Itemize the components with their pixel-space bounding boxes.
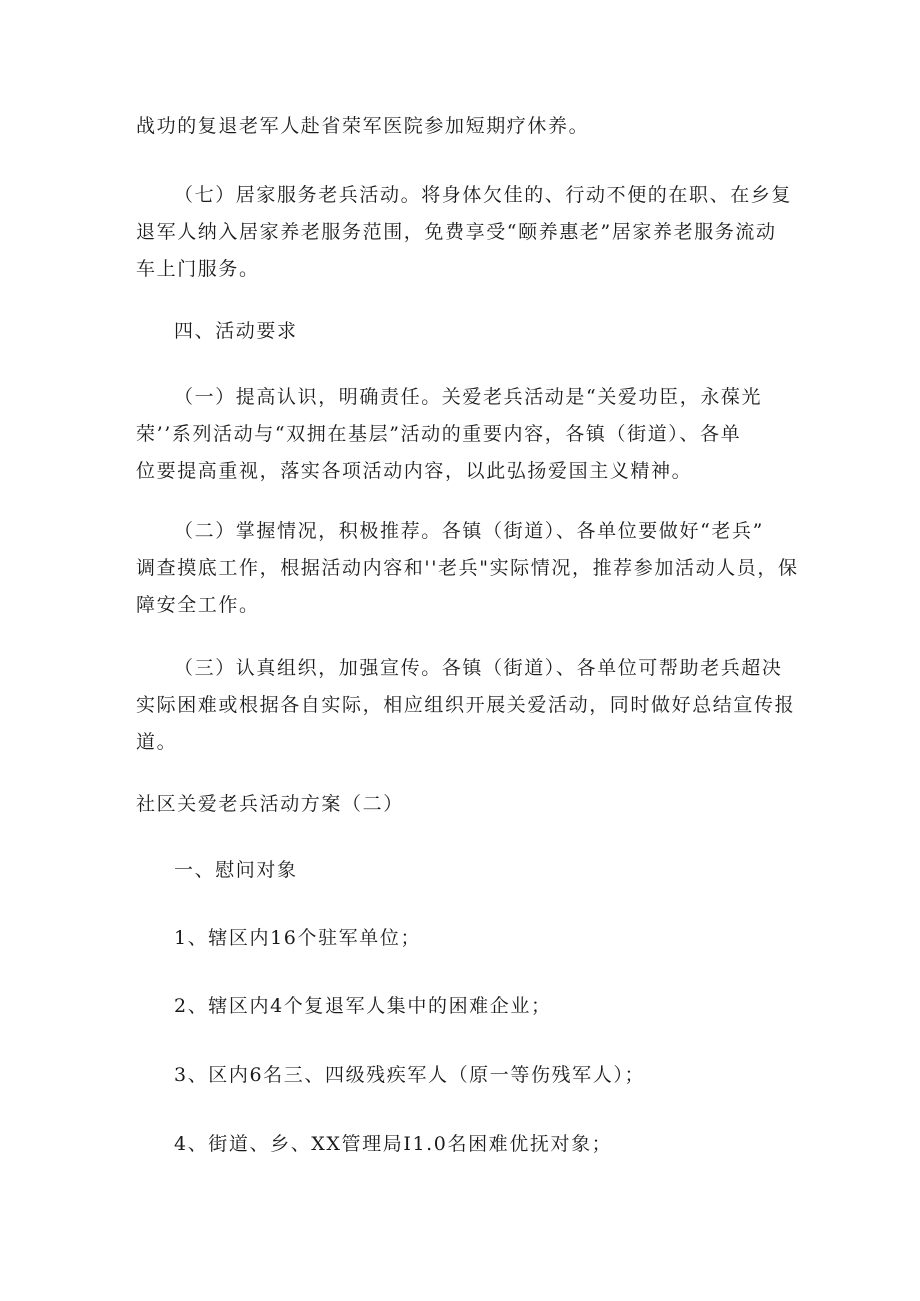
text-line: （二）掌握情况，积极推荐。各镇（街道）、各单位要做好“老兵” [174, 520, 764, 542]
list-item: 1、辖区内16个驻军单位； [174, 927, 422, 949]
text-line: 实际困难或根据各自实际，相应组织开展关爱活动，同时做好总结宣传报 [136, 694, 796, 716]
text-line: 障安全工作。 [136, 594, 260, 616]
list-item-3 [136, 1057, 796, 1094]
section-heading: 一、慰问对象 [174, 859, 298, 881]
text-line: 道。 [136, 731, 178, 753]
text-line: （三）认真组织，加强宣传。各镇（街道）、各单位可帮助老兵超决 [174, 657, 783, 679]
text-line: 位要提高重视，落实各项活动内容，以此弘扬爱国主义精神。 [136, 460, 693, 482]
text-line: 退军人纳入居家养老服务范围，免费享受“颐养惠老”居家养老服务流动 [136, 221, 777, 243]
paragraph-home-service [136, 177, 796, 288]
paragraph-recommend [136, 513, 799, 624]
text-line: （一）提高认识，明确责任。关爱老兵活动是“关爱功臣，永葆光 [174, 386, 763, 408]
list-item: 3、区内6名三、四级残疾军人（原一等伤残军人）； [174, 1064, 646, 1086]
heading-condolence-targets [136, 852, 796, 889]
text-line: 车上门服务。 [136, 258, 260, 280]
paragraph-awareness [136, 379, 796, 490]
title-plan-two [136, 786, 796, 823]
list-item-2 [136, 988, 796, 1025]
text-line: 战功的复退老军人赴省荣军医院参加短期疗休养。 [136, 115, 590, 137]
paragraph-sanatorium [136, 108, 796, 145]
section-heading: 四、活动要求 [174, 320, 298, 342]
text-line: 调查摸底工作，根据活动内容和''老兵"实际情况，推荐参加活动人员，保 [136, 557, 799, 579]
paragraph-organize [136, 650, 796, 761]
list-item: 4、街道、乡、XX管理局I1.0名困难优抚对象； [174, 1133, 613, 1155]
section-title: 社区关爱老兵活动方案（二） [136, 793, 404, 815]
list-item-4 [136, 1126, 796, 1163]
heading-activity-requirements [136, 313, 796, 350]
list-item: 2、辖区内4个复退军人集中的困难企业； [174, 995, 552, 1017]
list-item-1 [136, 920, 796, 957]
text-line: （七）居家服务老兵活动。将身体欠佳的、行动不便的在职、在乡复 [174, 184, 793, 206]
text-line: 荣’’系列活动与“双拥在基层”活动的重要内容，各镇（街道）、各单 [136, 423, 742, 445]
